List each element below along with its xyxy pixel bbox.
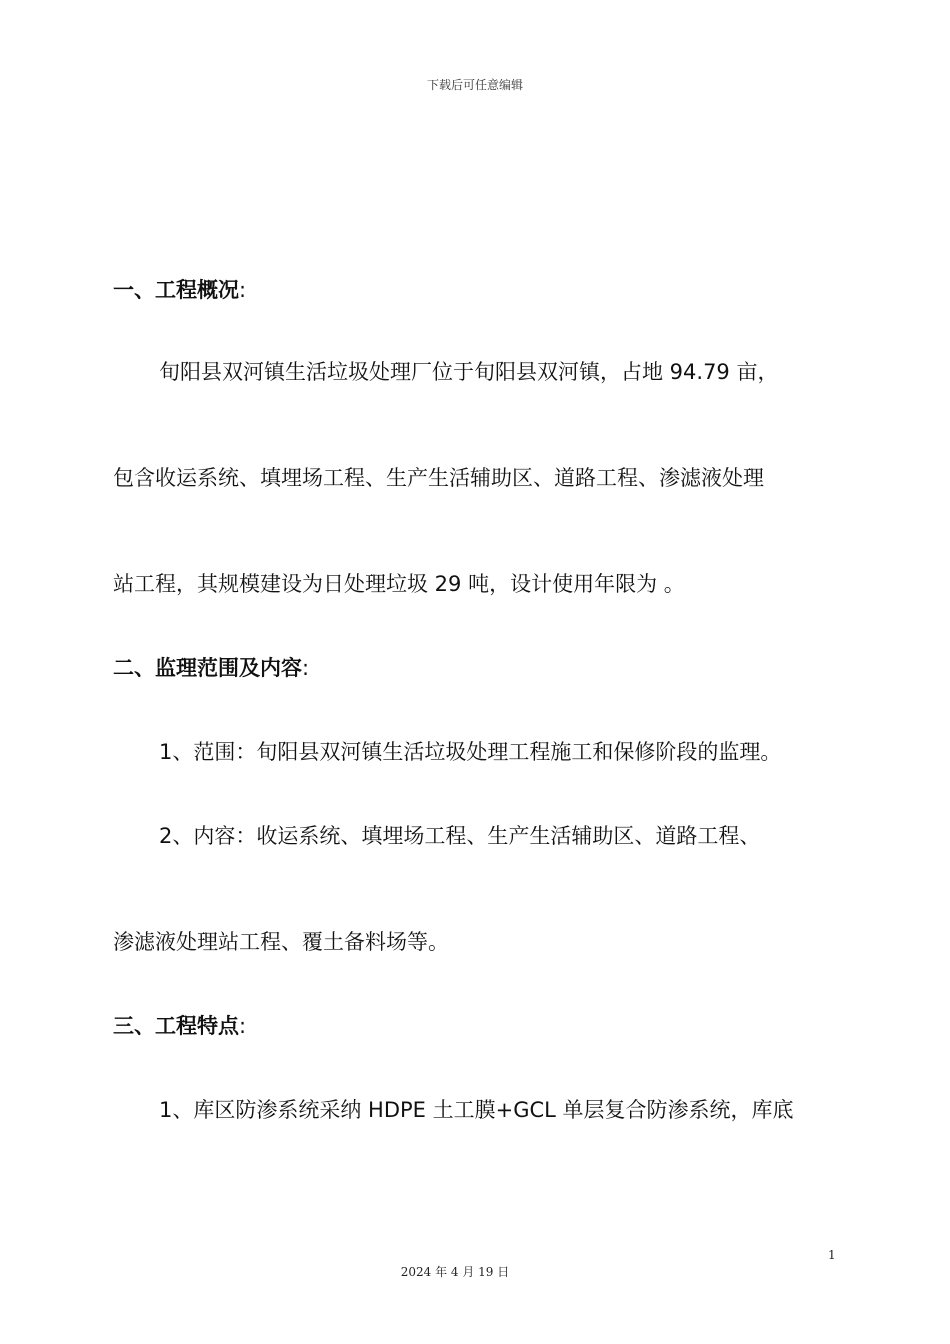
section-2-item-1: 1、范围：旬阳县双河镇生活垃圾处理工程施工和保修阶段的监理。: [159, 740, 782, 764]
section-3-heading: [113, 1012, 246, 1040]
section-1-paragraph-line-2: 包含收运系统、填埋场工程、生产生活辅助区、道路工程、渗滤液处理: [113, 466, 764, 490]
section-3-title: 三、工程特点: [113, 1014, 239, 1038]
section-1-colon: :: [239, 278, 247, 302]
section-3-colon: :: [239, 1014, 247, 1038]
header-note: 下载后可任意编辑: [426, 78, 523, 92]
footer-date: 2024 年 4 月 19 日: [400, 1265, 510, 1279]
section-2-colon: :: [302, 656, 310, 680]
section-3-item-1-line-1: 1、库区防渗系统采纳 HDPE 土工膜+GCL 单层复合防渗系统，库底: [159, 1098, 794, 1122]
section-1-heading: [113, 276, 246, 304]
section-1-paragraph-line-3: 站工程，其规模建设为日处理垃圾 29 吨，设计使用年限为 。: [113, 572, 685, 596]
section-2-heading: [113, 654, 309, 682]
section-2-item-2-line-1: 2、内容：收运系统、填埋场工程、生产生活辅助区、道路工程、: [159, 824, 761, 848]
section-2-title: 二、监理范围及内容: [113, 656, 302, 680]
page-number: 1: [828, 1248, 836, 1262]
section-1-title: 一、工程概况: [113, 278, 239, 302]
section-1-paragraph-line-1: 旬阳县双河镇生活垃圾处理厂位于旬阳县双河镇，占地 94.79 亩，: [159, 360, 779, 384]
section-2-item-2-line-2: 渗滤液处理站工程、覆土备料场等。: [113, 930, 449, 954]
